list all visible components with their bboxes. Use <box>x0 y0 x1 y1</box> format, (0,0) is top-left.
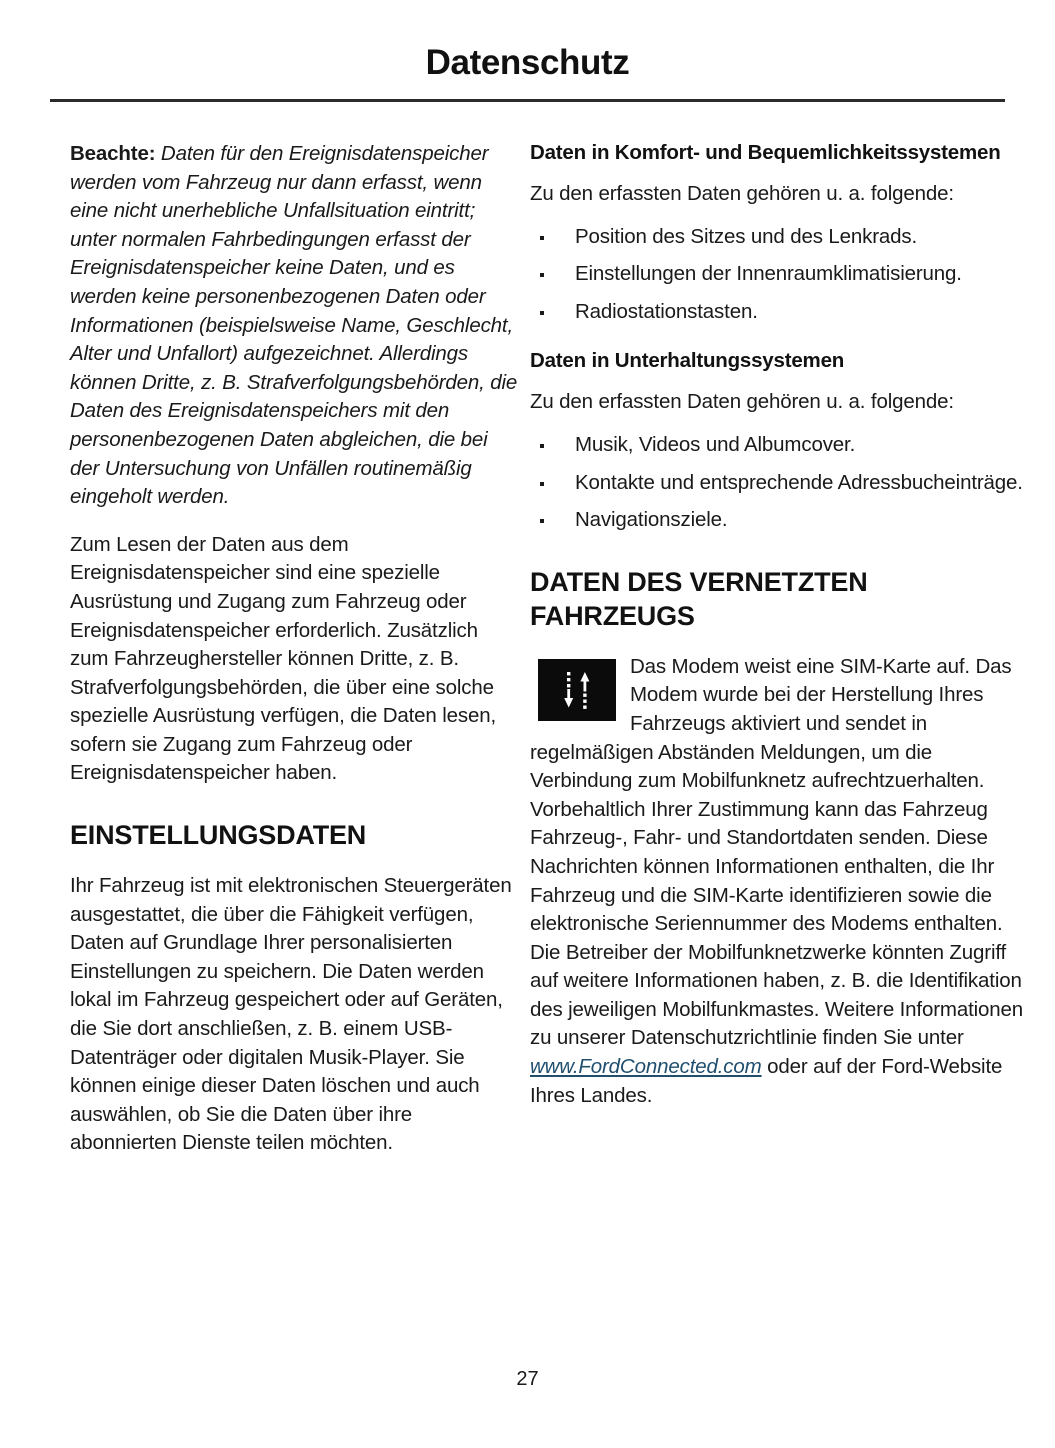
comfort-bullet-list <box>530 223 1025 327</box>
ford-connected-link[interactable]: www.FordConnected.com <box>530 1055 762 1079</box>
list-item: Navigationsziele. <box>530 506 1025 535</box>
page-number: 27 <box>516 1368 539 1390</box>
note-lead-label: Beachte: <box>70 142 156 165</box>
right-column <box>530 140 1055 1175</box>
list-item: Musik, Videos und Albumcover. <box>530 431 1025 460</box>
list-item: Position des Sitzes und des Lenkrads. <box>530 223 1025 252</box>
left-paragraph-1: Zum Lesen der Daten aus dem Ereignisdatenspeicher sind eine spezielle Ausrüstung und Zugang zum Fahrzeug oder Ereignisdatenspeicher erforderlich. Zusätzlich zum Fahrzeughersteller können Dritte, z. B. Strafverfolgungsbehörden, die über eine solche spezielle Ausrüstung verfügen, die Daten lesen, sofern sie Zugang zum Fahrzeug oder Ereignisdatenspeicher haben. <box>70 532 497 785</box>
connected-vehicle-note <box>530 653 1025 1111</box>
note-body-text: Daten für den Ereignisdatenspeicher werden vom Fahrzeug nur dann erfasst, wenn eine nicht unerhebliche Unfallsituation eintritt; unter normalen Fahrbedingungen erfasst der Ereignisdatenspeicher keine Daten, und es werden keine personenbezogenen Daten oder Informationen (beispielsweise Name, Geschlecht, Alter und Unfallort) aufgezeichnet. Allerdings können Dritte, z. B. Strafverfolgungsbehörden, die Daten des Ereignisdatenspeichers mit den personenbezogenen Daten abgleichen, die bei der Untersuchung von Unfällen routinemäßig eingeholt werden. <box>70 142 518 509</box>
list-item: Radiostationstasten. <box>530 298 1025 327</box>
page-title: Datenschutz <box>425 43 630 82</box>
left-column <box>0 140 530 1175</box>
data-transfer-icon <box>538 659 616 721</box>
connected-text-part-2: oder auf der Ford-Website Ihres Landes. <box>530 1055 1003 1107</box>
left-paragraph-2: Ihr Fahrzeug ist mit elektronischen Steuergeräten ausgestattet, die über die Fähigkeit verfügen, Daten auf Grundlage Ihrer personalisierten Einstellungen zu speichern. Die Daten werden lokal im Fahrzeug gespeichert oder auf Geräten, die Sie dort anschließen, z. B. einem USB-Datenträger oder digitalen Musik-Player. Sie können einige dieser Daten löschen und auch auswählen, ob Sie die Daten über ihre abonnierten Dienste teilen möchten. <box>70 874 512 1155</box>
connected-paragraph <box>530 653 1025 1111</box>
connected-text-part-1: Das Modem weist eine SIM-Karte auf. Das Modem wurde bei der Herstellung Ihres Fahrzeugs aktiviert und sendet in regelmäßigen Abständen Meldungen, um die Verbindung zum Mobilfunknetz aufrechtzuerhalten. Vorbehaltlich Ihrer Zustimmung kann das Fahrzeug Fahrzeug-, Fahr- und Standortdaten senden. Diese Nachrichten können Informationen enthalten, die Ihr Fahrzeug und die SIM-Karte identifizieren sowie die elektronische Seriennummer des Modems enthalten. Die Betreiber der Mobilfunknetzwerke könnten Zugriff auf weitere Informationen haben, z. B. die Identifikation des jeweiligen Mobilfunkmastes. Weitere Informationen zu unserer Datenschutzrichtlinie finden Sie unter <box>530 654 1024 1050</box>
list-item: Kontakte und entsprechende Adressbucheinträge. <box>530 469 1025 498</box>
subsection-heading-komfort: Daten in Komfort- und Bequemlichkeitssystemen <box>530 141 1001 164</box>
note-paragraph <box>70 140 520 512</box>
entertainment-bullet-list <box>530 431 1025 535</box>
section-heading-vernetztes-fahrzeug: DATEN DES VERNETZTEN FAHRZEUGS <box>530 566 868 631</box>
content-columns <box>0 140 1055 1175</box>
comfort-intro: Zu den erfassten Daten gehören u. a. folgende: <box>530 182 954 205</box>
subsection-heading-unterhaltung: Daten in Unterhaltungssystemen <box>530 349 845 373</box>
entertainment-intro: Zu den erfassten Daten gehören u. a. folgende: <box>530 390 954 414</box>
page-header <box>50 44 1005 83</box>
header-divider <box>50 99 1005 102</box>
page-footer <box>0 1368 1055 1391</box>
list-item: Einstellungen der Innenraumklimatisierung. <box>530 260 1025 289</box>
section-heading-einstellungsdaten: EINSTELLUNGSDATEN <box>70 820 367 851</box>
